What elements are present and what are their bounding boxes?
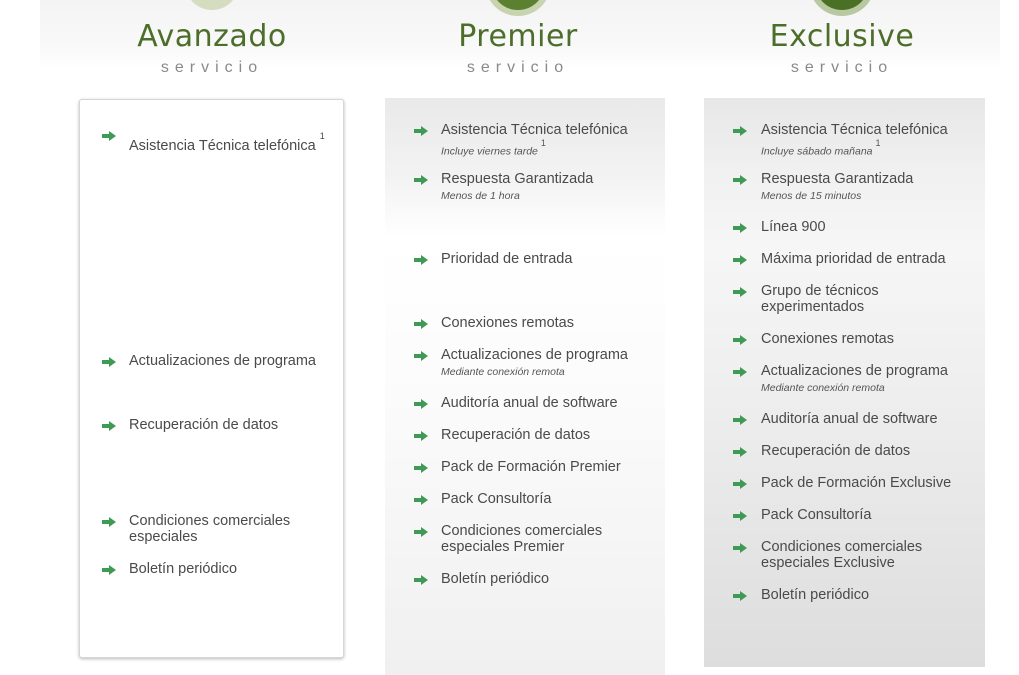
feature-label: Actualizaciones de programa — [441, 347, 628, 363]
feature-label: Pack de Formación Exclusive — [761, 475, 952, 491]
plan-card-avanzado — [79, 99, 344, 658]
feature-note-text: Incluye viernes tarde — [441, 145, 538, 158]
right-arrow-icon — [414, 399, 428, 409]
right-arrow-icon — [102, 421, 116, 431]
feature-label: Recuperación de datos — [441, 427, 591, 443]
feature-note-text: Menos de 15 minutos — [761, 190, 862, 202]
right-arrow-icon — [414, 255, 428, 265]
feature-label: Respuesta Garantizada — [761, 171, 914, 187]
feature-label: Boletín periódico — [129, 561, 238, 577]
right-arrow-icon — [102, 357, 116, 367]
right-arrow-icon — [414, 463, 428, 473]
feature-label: Actualizaciones de programa — [129, 353, 316, 369]
feature-note — [441, 190, 520, 202]
feature-note-text: Menos de 1 hora — [441, 190, 520, 202]
right-arrow-icon — [733, 255, 747, 265]
feature-note — [441, 138, 546, 158]
feature-note-text: Incluye sábado mañana — [761, 145, 873, 158]
feature-label: Auditoría anual de software — [761, 411, 938, 427]
feature-label: Respuesta Garantizada — [441, 171, 594, 187]
plan-header-exclusive — [742, 0, 942, 80]
feature-label: Máxima prioridad de entrada — [761, 251, 946, 267]
feature-label: Pack Consultoría — [761, 507, 872, 523]
right-arrow-icon — [414, 319, 428, 329]
feature-label: Prioridad de entrada — [441, 251, 573, 267]
right-arrow-icon — [733, 126, 747, 136]
feature-label: Conexiones remotas — [761, 331, 894, 347]
footnote-marker: 1 — [319, 131, 325, 141]
right-arrow-icon — [102, 131, 116, 141]
feature-label: Recuperación de datos — [129, 417, 279, 433]
feature-label: Asistencia Técnica telefónica — [441, 122, 628, 138]
right-arrow-icon — [102, 565, 116, 575]
feature-label: Asistencia Técnica telefónica$^1$ — [129, 131, 325, 154]
right-arrow-icon — [733, 223, 747, 233]
right-arrow-icon — [414, 175, 428, 185]
feature-label: Condiciones comerciales especiales Exclusive — [761, 539, 923, 571]
feature-label: Condiciones comerciales especiales Premier — [441, 523, 603, 555]
footnote-marker: 1 — [540, 138, 546, 148]
feature-label: Boletín periódico — [761, 587, 870, 603]
plan-header-avanzado — [112, 0, 312, 80]
feature-label: Recuperación de datos — [761, 443, 911, 459]
plan-card-premier — [385, 98, 665, 675]
feature-label: Asistencia Técnica telefónica — [761, 122, 948, 138]
feature-label: Condiciones comerciales especiales — [129, 513, 291, 545]
plan-subtitle: servicio — [160, 59, 264, 76]
right-arrow-icon — [733, 479, 747, 489]
plan-title: Premier — [458, 19, 578, 54]
feature-label: Pack de Formación Premier — [441, 459, 621, 475]
plan-logo-icon — [185, 0, 239, 10]
right-arrow-icon — [414, 575, 428, 585]
right-arrow-icon — [733, 511, 747, 521]
plan-logo-icon — [815, 0, 869, 10]
right-arrow-icon — [414, 126, 428, 136]
feature-label: Línea 900 — [761, 219, 826, 235]
feature-label: Boletín periódico — [441, 571, 550, 587]
right-arrow-icon — [414, 351, 428, 361]
right-arrow-icon — [102, 517, 116, 527]
plan-subtitle: servicio — [466, 59, 570, 76]
feature-note-text: Mediante conexión remota — [761, 382, 885, 394]
right-arrow-icon — [414, 527, 428, 537]
right-arrow-icon — [733, 367, 747, 377]
right-arrow-icon — [414, 431, 428, 441]
right-arrow-icon — [733, 447, 747, 457]
right-arrow-icon — [733, 543, 747, 553]
plan-card-exclusive — [704, 98, 985, 667]
right-arrow-icon — [733, 591, 747, 601]
plan-title: Exclusive — [769, 19, 915, 54]
feature-label: Conexiones remotas — [441, 315, 574, 331]
plan-header-premier — [418, 0, 618, 80]
right-arrow-icon — [733, 175, 747, 185]
right-arrow-icon — [414, 495, 428, 505]
feature-note — [441, 366, 565, 378]
feature-note — [761, 382, 885, 394]
plan-subtitle: servicio — [790, 59, 894, 76]
plan-logo-icon — [491, 0, 545, 10]
right-arrow-icon — [733, 335, 747, 345]
feature-note — [761, 190, 861, 202]
plan-title: Avanzado — [137, 19, 287, 54]
feature-label: Auditoría anual de software — [441, 395, 618, 411]
feature-note-text: Mediante conexión remota — [441, 366, 565, 378]
feature-note — [761, 138, 881, 158]
right-arrow-icon — [733, 287, 747, 297]
feature-label: Pack Consultoría — [441, 491, 552, 507]
feature-label: Grupo de técnicos experimentados — [761, 283, 879, 315]
feature-label: Actualizaciones de programa — [761, 363, 948, 379]
footnote-marker: 1 — [875, 138, 881, 148]
right-arrow-icon — [733, 415, 747, 425]
